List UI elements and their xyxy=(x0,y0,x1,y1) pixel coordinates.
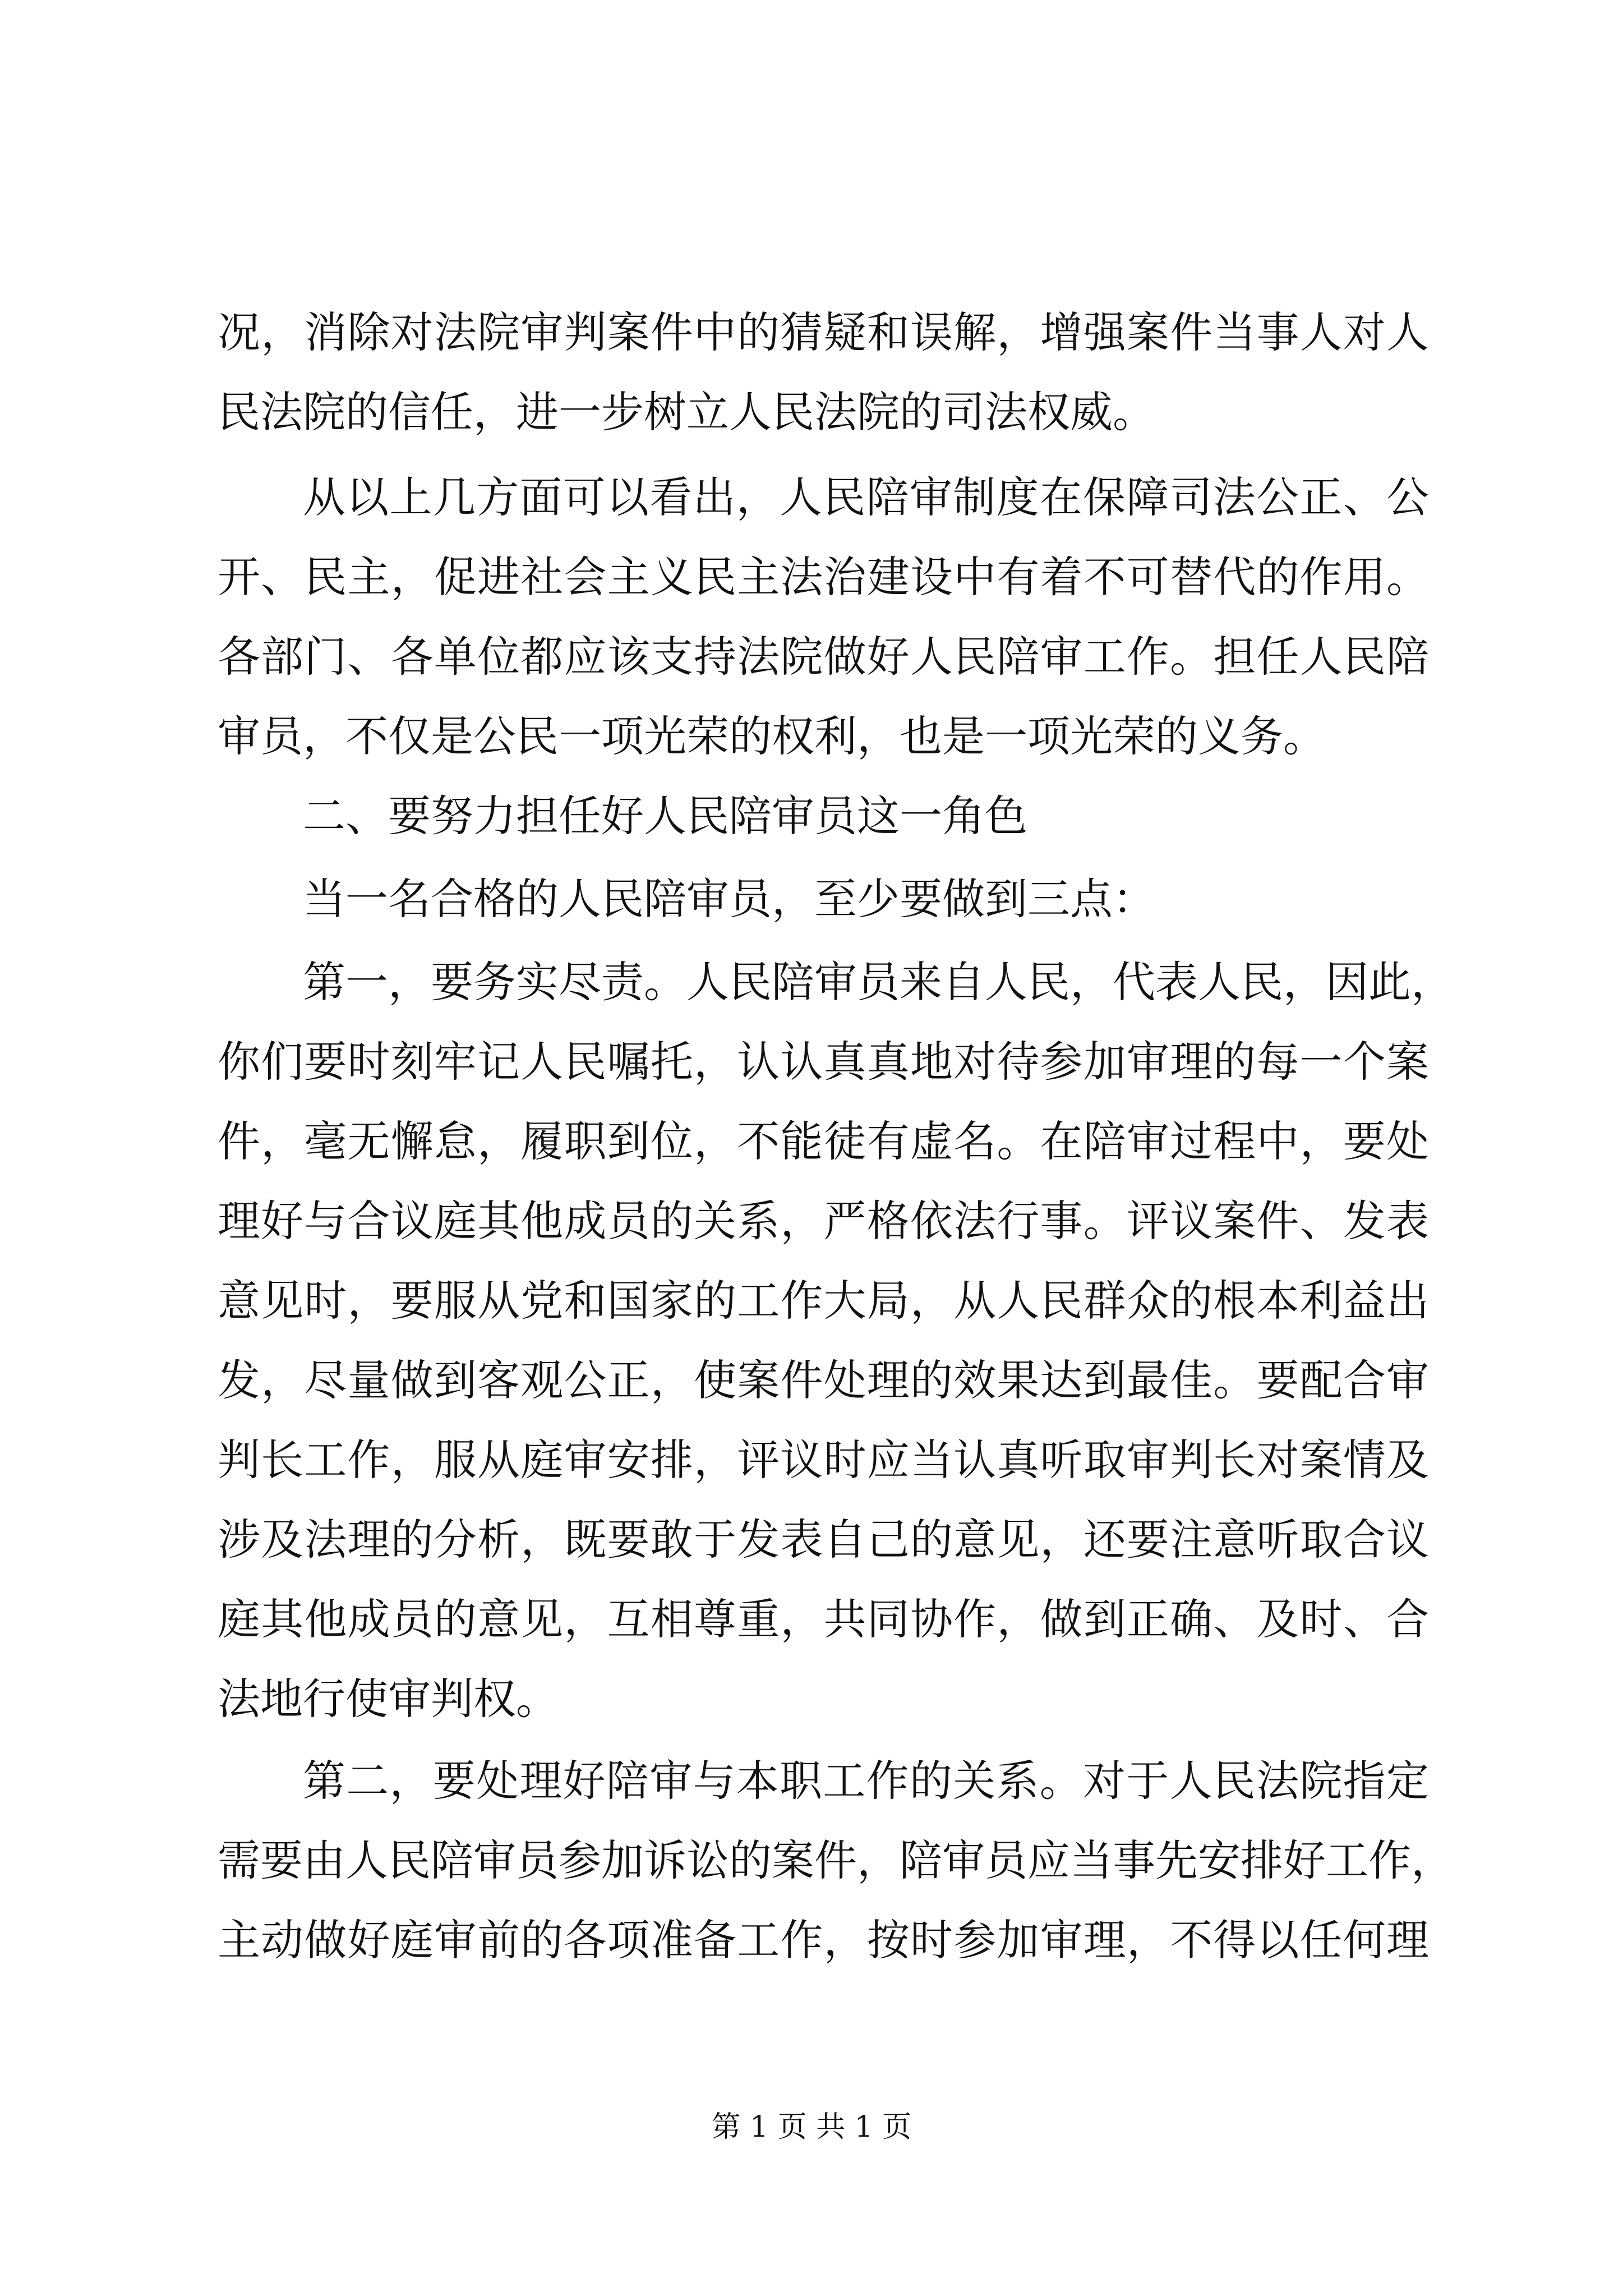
text-line: 民法院的信任，进一步树立人民法院的司法权威。 xyxy=(218,387,1155,437)
text-line: 涉及法理的分析，既要敢于发表自己的意见，还要注意听取合议 xyxy=(218,1515,1429,1565)
text-line: 主动做好庭审前的各项准备工作，按时参加审理，不得以任何理 xyxy=(218,1915,1429,1965)
text-line: 判长工作，服从庭审安排，评议时应当认真听取审判长对案情及 xyxy=(218,1435,1429,1485)
text-line: 法地行使审判权。 xyxy=(218,1674,559,1724)
text-line: 发，尽量做到客观公正，使案件处理的效果达到最佳。要配合审 xyxy=(218,1355,1429,1405)
text-line: 第二，要处理好陪审与本职工作的关系。对于人民法院指定 xyxy=(303,1756,1429,1806)
text-line: 从以上几方面可以看出，人民陪审制度在保障司法公正、公 xyxy=(303,472,1429,522)
text-line: 各部门、各单位都应该支持法院做好人民陪审工作。担任人民陪 xyxy=(218,632,1429,682)
text-line: 审员，不仅是公民一项光荣的权利，也是一项光荣的义务。 xyxy=(218,711,1326,761)
text-line: 开、民主，促进社会主义民主法治建设中有着不可替代的作用。 xyxy=(218,552,1429,602)
text-line: 况，消除对法院审判案件中的猜疑和误解，增强案件当事人对人 xyxy=(218,307,1429,357)
text-line: 庭其他成员的意见，互相尊重，共同协作，做到正确、及时、合 xyxy=(218,1594,1429,1644)
text-line: 当一名合格的人民陪审员，至少要做到三点： xyxy=(303,874,1155,924)
page-footer: 第 1 页 共 1 页 xyxy=(711,2110,912,2144)
text-line: 需要由人民陪审员参加诉讼的案件，陪审员应当事先安排好工作， xyxy=(218,1835,1454,1885)
text-line: 你们要时刻牢记人民嘱托，认认真真地对待参加审理的每一个案 xyxy=(218,1037,1429,1087)
text-line: 件，毫无懈怠，履职到位，不能徒有虚名。在陪审过程中，要处 xyxy=(218,1116,1429,1166)
text-line: 理好与合议庭其他成员的关系，严格依法行事。评议案件、发表 xyxy=(218,1196,1429,1246)
text-line: 意见时，要服从党和国家的工作大局，从人民群众的根本利益出 xyxy=(218,1276,1429,1326)
text-line: 第一，要务实尽责。人民陪审员来自人民，代表人民，因此， xyxy=(303,957,1454,1007)
section-heading: 二、要努力担任好人民陪审员这一角色 xyxy=(303,791,1027,841)
